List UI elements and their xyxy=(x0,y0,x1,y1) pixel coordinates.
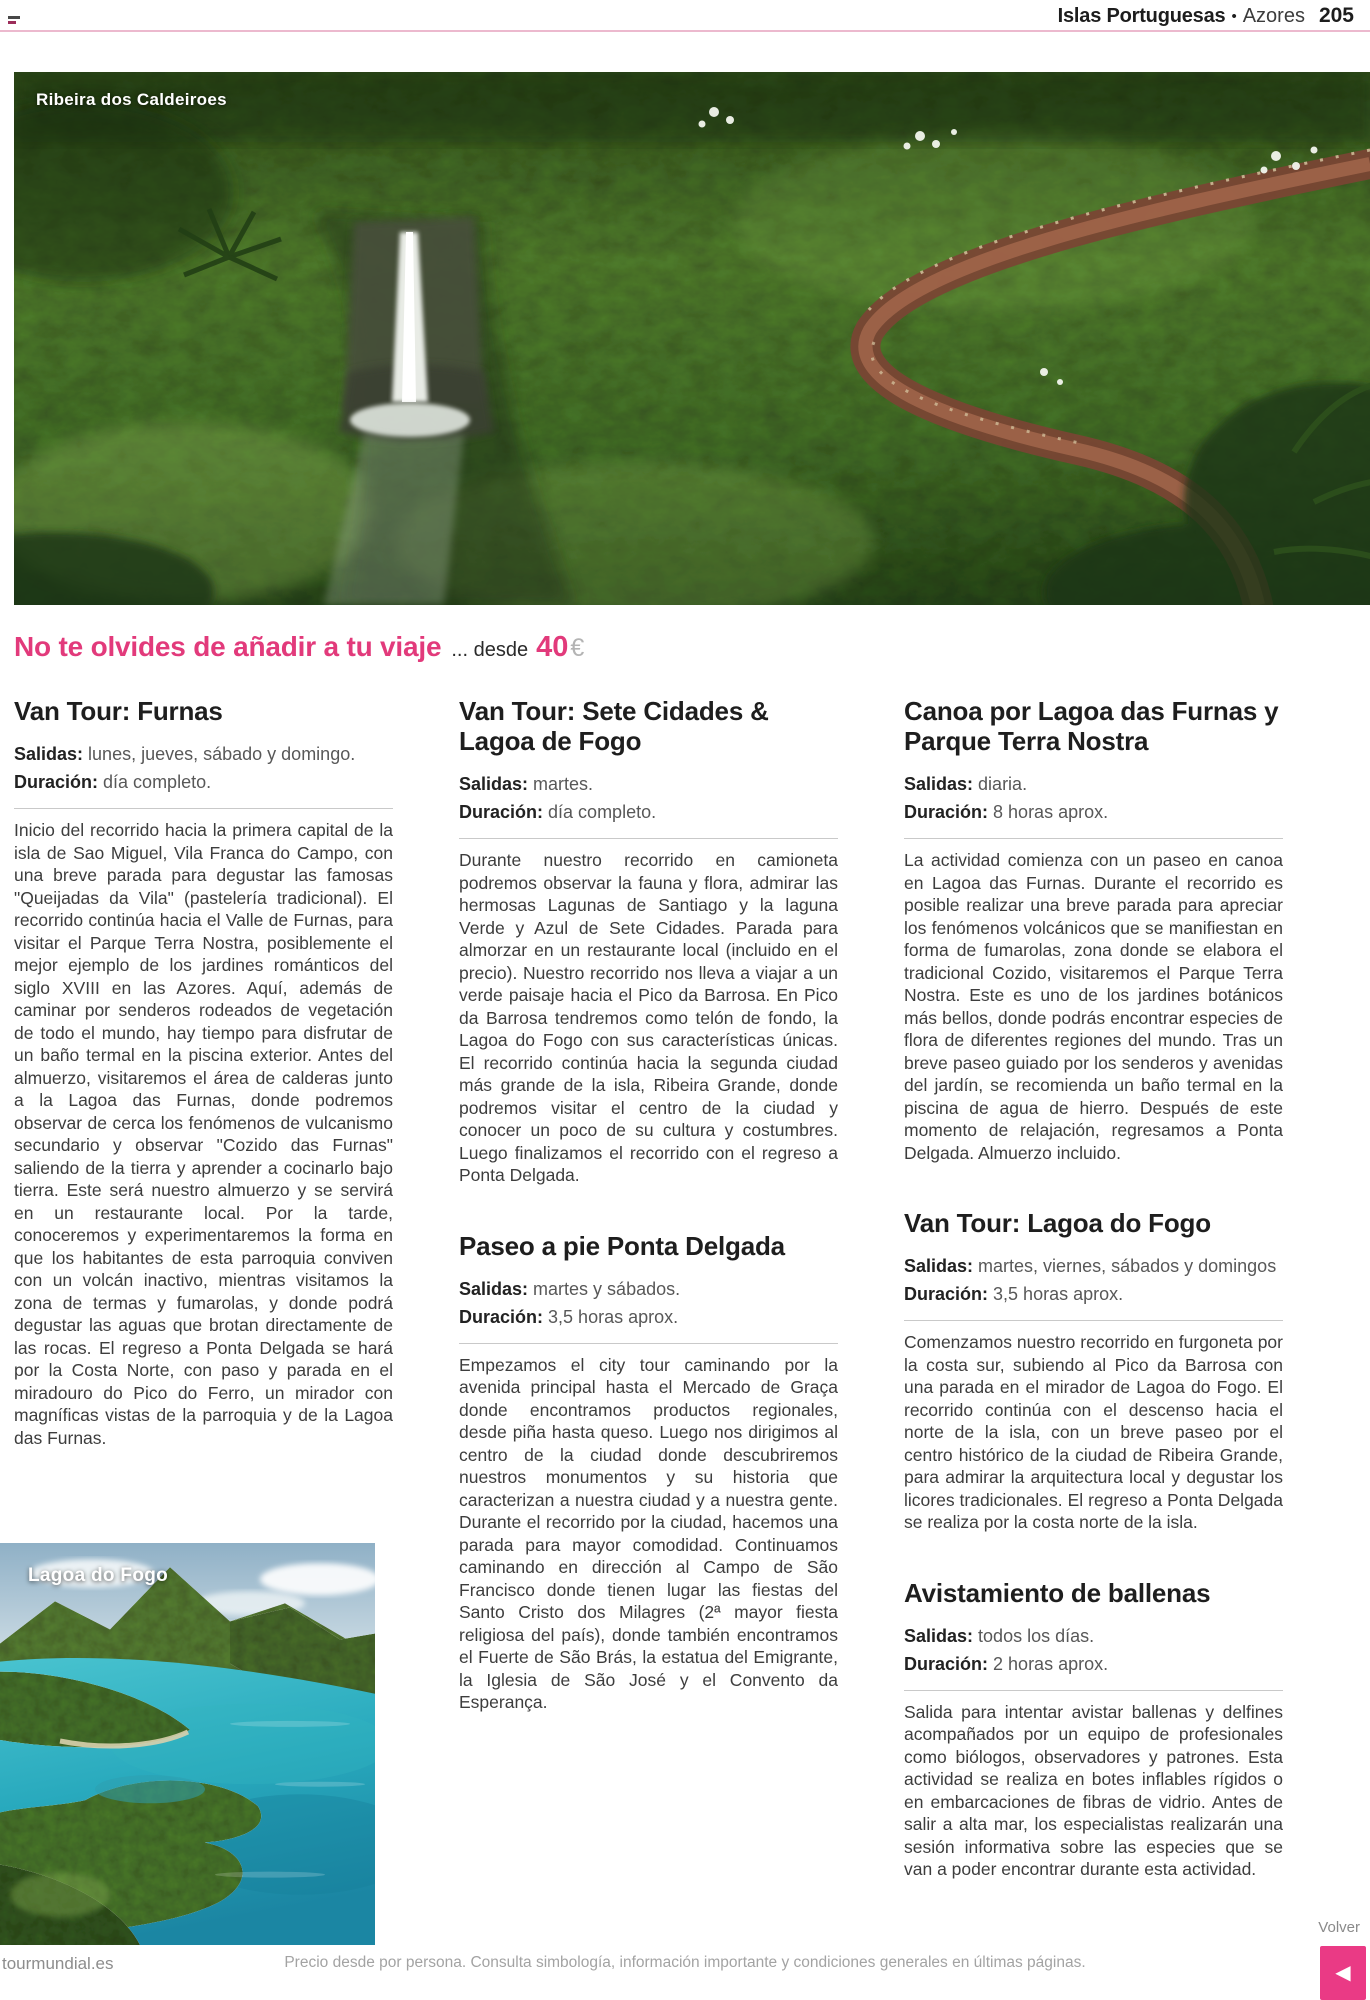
hero-photo-caption: Ribeira dos Caldeiroes xyxy=(36,90,227,109)
lagoa-photo-caption: Lagoa do Fogo xyxy=(28,1565,169,1586)
back-arrow-icon: ◀ xyxy=(1335,1962,1351,1984)
divider xyxy=(14,808,393,809)
salidas-label: Salidas: xyxy=(904,774,974,794)
hero-illustration xyxy=(14,72,1370,605)
lagoa-illustration xyxy=(0,1543,375,1945)
promo-title: No te olvides de añadir a tu viaje xyxy=(14,631,442,662)
duracion-value: 2 horas aprox. xyxy=(993,1653,1109,1674)
duracion-line xyxy=(904,1650,1283,1678)
page-number: 205 xyxy=(1318,4,1354,27)
salidas-value: todos los días. xyxy=(978,1625,1095,1646)
salidas-value: diaria. xyxy=(978,774,1028,794)
duracion-label: Duración: xyxy=(459,802,544,822)
salidas-label: Salidas: xyxy=(459,774,529,794)
back-button[interactable] xyxy=(1320,1946,1366,2000)
divider xyxy=(904,1690,1283,1691)
divider xyxy=(459,838,838,839)
breadcrumb xyxy=(1058,4,1354,28)
duracion-line xyxy=(904,798,1283,826)
column-3 xyxy=(904,696,1283,1881)
duracion-value: 8 horas aprox. xyxy=(993,802,1109,822)
divider xyxy=(904,838,1283,839)
tour-title: Paseo a pie Ponta Delgada xyxy=(459,1230,785,1261)
column-2 xyxy=(459,696,838,1881)
lagoa-photo xyxy=(0,1543,375,1945)
salidas-value: martes y sábados. xyxy=(533,1278,681,1299)
tour-description: Salida para intentar avistar ballenas y delfines acompañados por un equipo de profesionales como biólogos, observadores y patrones. Esta actividad se realiza en botes inflables rígidos o en embarcaciones de fibras de vidrio. Antes de salir a alta mar, los especialistas realizarán una sesión informativa sobre las especies que se van a poder encontrar durante esta actividad. xyxy=(904,1701,1283,1879)
duracion-label: Duración: xyxy=(459,1306,544,1327)
duracion-value: 3,5 horas aprox. xyxy=(548,1306,679,1327)
tour-description: Durante nuestro recorrido en camioneta podremos observar la fauna y flora, admirar las hermosas Lagunas de Santiago y la laguna Verde y Azul de Sete Cidades. Parada para almorzar en un restaurante local (incluido en el precio). Nuestro recorrido nos lleva a viajar a un verde paisaje hacia el Pico da Barrosa. En Pico da Barrosa tendremos como telón de fondo, la Lagoa do Fogo con sus características únicas. El recorrido continúa hacia la segunda ciudad más grande de la isla, Ribeira Grande, donde podremos visitar el centro de la ciudad y conocer un poco de su cultura y costumbres. Luego finalizamos el recorrido con el regreso a Ponta Delgada. xyxy=(459,850,838,1185)
tour-description: La actividad comienza con un paseo en canoa en Lagoa das Furnas. Durante el recorrido es posible realizar una breve parada para apreciar los fenómenos volcánicos que se manifiestan en forma de fumarolas, zona donde se elabora el tradicional Cozido, visitaremos el Parque Terra Nostra. Este es uno de los jardines botánicos más bellos, donde podrás encontrar especies de flora de diferentes regiones del mundo. Tras un breve paseo guiado por los senderos y avenidas del jardín, se recomienda un baño termal en la piscina de agua de hierro. Después de este momento de relajación, regresamos a Ponta Delgada. Almuerzo incluido. xyxy=(904,850,1283,1163)
duracion-line xyxy=(459,798,838,826)
page-header xyxy=(0,0,1370,32)
salidas-line xyxy=(14,740,393,768)
tour-van-tour-lagoa-do-fogo xyxy=(904,1208,1283,1534)
salidas-label: Salidas: xyxy=(904,1256,974,1276)
divider xyxy=(459,1343,838,1344)
site-url: tourmundial.es xyxy=(2,1954,114,1973)
duracion-line xyxy=(459,1303,838,1331)
bullet-separator: • xyxy=(1231,8,1237,25)
salidas-line xyxy=(904,1622,1283,1650)
tour-title: Van Tour: Lagoa do Fogo xyxy=(904,1208,1211,1238)
header-section: Islas Portuguesas xyxy=(1057,5,1226,27)
tour-van-tour-furnas xyxy=(14,696,393,1449)
salidas-label: Salidas: xyxy=(14,744,84,764)
divider xyxy=(904,1320,1283,1321)
salidas-line xyxy=(459,1275,838,1303)
duracion-value: día completo. xyxy=(548,802,657,822)
promo-currency: € xyxy=(570,634,585,662)
logo-mark xyxy=(8,16,20,26)
salidas-label: Salidas: xyxy=(904,1625,974,1646)
duracion-label: Duración: xyxy=(904,1284,989,1304)
tour-title: Van Tour: Furnas xyxy=(14,696,223,726)
salidas-value: lunes, jueves, sábado y domingo. xyxy=(88,744,356,764)
hero-photo xyxy=(14,72,1370,605)
salidas-value: martes, viernes, sábados y domingos xyxy=(978,1256,1277,1276)
duracion-value: 3,5 horas aprox. xyxy=(993,1284,1124,1304)
tour-title: Canoa por Lagoa das Furnas y Parque Terra Nostra xyxy=(904,696,1279,756)
promo-desde-text: ... desde xyxy=(451,639,529,661)
tour-sete-cidades xyxy=(459,696,838,1187)
salidas-line xyxy=(904,770,1283,798)
tour-paseo-ponta-delgada xyxy=(459,1231,838,1714)
duracion-value: día completo. xyxy=(103,772,212,792)
salidas-line xyxy=(904,1252,1283,1280)
tour-title: Avistamiento de ballenas xyxy=(904,1577,1211,1608)
tour-title: Van Tour: Sete Cidades & Lagoa de Fogo xyxy=(459,696,769,756)
header-region: Azores xyxy=(1242,5,1305,27)
salidas-value: martes. xyxy=(533,774,594,794)
tour-canoa-lagoa-furnas xyxy=(904,696,1283,1164)
tour-description: Inicio del recorrido hacia la primera capital de la isla de Sao Miguel, Vila Franca do Campo, con una breve parada para degustar las famosas "Queijadas da Vila" (pastelería tradicional). El recorrido continúa hacia el Valle de Furnas, para visitar el Parque Terra Nostra, posiblemente el mejor ejemplo de los jardines románticos del siglo XVIII en las Azores. Aquí, además de caminar por senderos rodeados de vegetación de todo el mundo, hay tiempo para disfrutar de un baño termal en la piscina exterior. Antes del almuerzo, visitaremos el área de calderas junto a la Lagoa das Furnas, donde podremos observar de cerca los fenómenos de vulcanismo secundario y observar "Cozido das Furnas" saliendo de la tierra y aprender a cocinarlo bajo tierra. Este será nuestro almuerzo y se servirá en un restaurante local. Por la tarde, conoceremos y experimentaremos la forma en que los habitantes de esta parroquia conviven con un volcán inactivo, mientras visitamos la zona de termas y fumarolas, y donde podrá degustar las aguas que brotan directamente de las rocas. El regreso a Ponta Delgada se hará por la Costa Norte, con paso y parada en el miradouro do Pico do Ferro, un mirador con magníficas vistas de la parroquia y de la Lagoa das Furnas. xyxy=(14,820,393,1448)
back-label: Volver xyxy=(1318,1919,1360,1936)
promo-price: 40 xyxy=(536,631,569,663)
salidas-label: Salidas: xyxy=(459,1278,529,1299)
duracion-label: Duración: xyxy=(904,802,989,822)
tour-description: Comenzamos nuestro recorrido en furgoneta por la costa sur, subiendo al Pico da Barrosa con una parada en el mirador de Lagoa do Fogo. El recorrido continúa con el descenso hacia el norte de la isla, con un breve paseo por el centro histórico de la ciudad de Ribeira Grande, para admirar la arquitectura local y degustar los licores tradicionales. El regreso a Ponta Delgada se realiza por la costa norte de la isla. xyxy=(904,1332,1283,1532)
duracion-line xyxy=(14,768,393,796)
duracion-label: Duración: xyxy=(904,1653,989,1674)
tour-description: Empezamos el city tour caminando por la avenida principal hasta el Mercado de Graça donde encontramos productos regionales, desde piña hasta queso. Luego nos dirigimos al centro de la ciudad donde descubriremos nuestros monumentos y su historia que caracterizan a nuestra ciudad y a nuestra gente. Durante el recorrido por la ciudad, hacemos una parada para mayor comodidad. Continuamos caminando en dirección al Campo de São Francisco donde tienen lugar las fiestas del Santo Cristo dos Milagres (2ª mayor fiesta religiosa del país), donde también encontramos el Fuerte de São Brás, la estatua del Emigrante, la Iglesia de São José y el Convento da Esperança. xyxy=(459,1354,838,1712)
promo-banner xyxy=(14,631,1370,664)
legal-note: Precio desde por persona. Consulta simbología, información importante y condiciones generales en últimas páginas. xyxy=(284,1954,1086,1971)
tour-avistamiento-ballenas xyxy=(904,1578,1283,1881)
salidas-line xyxy=(459,770,838,798)
duracion-line xyxy=(904,1280,1283,1308)
duracion-label: Duración: xyxy=(14,772,99,792)
